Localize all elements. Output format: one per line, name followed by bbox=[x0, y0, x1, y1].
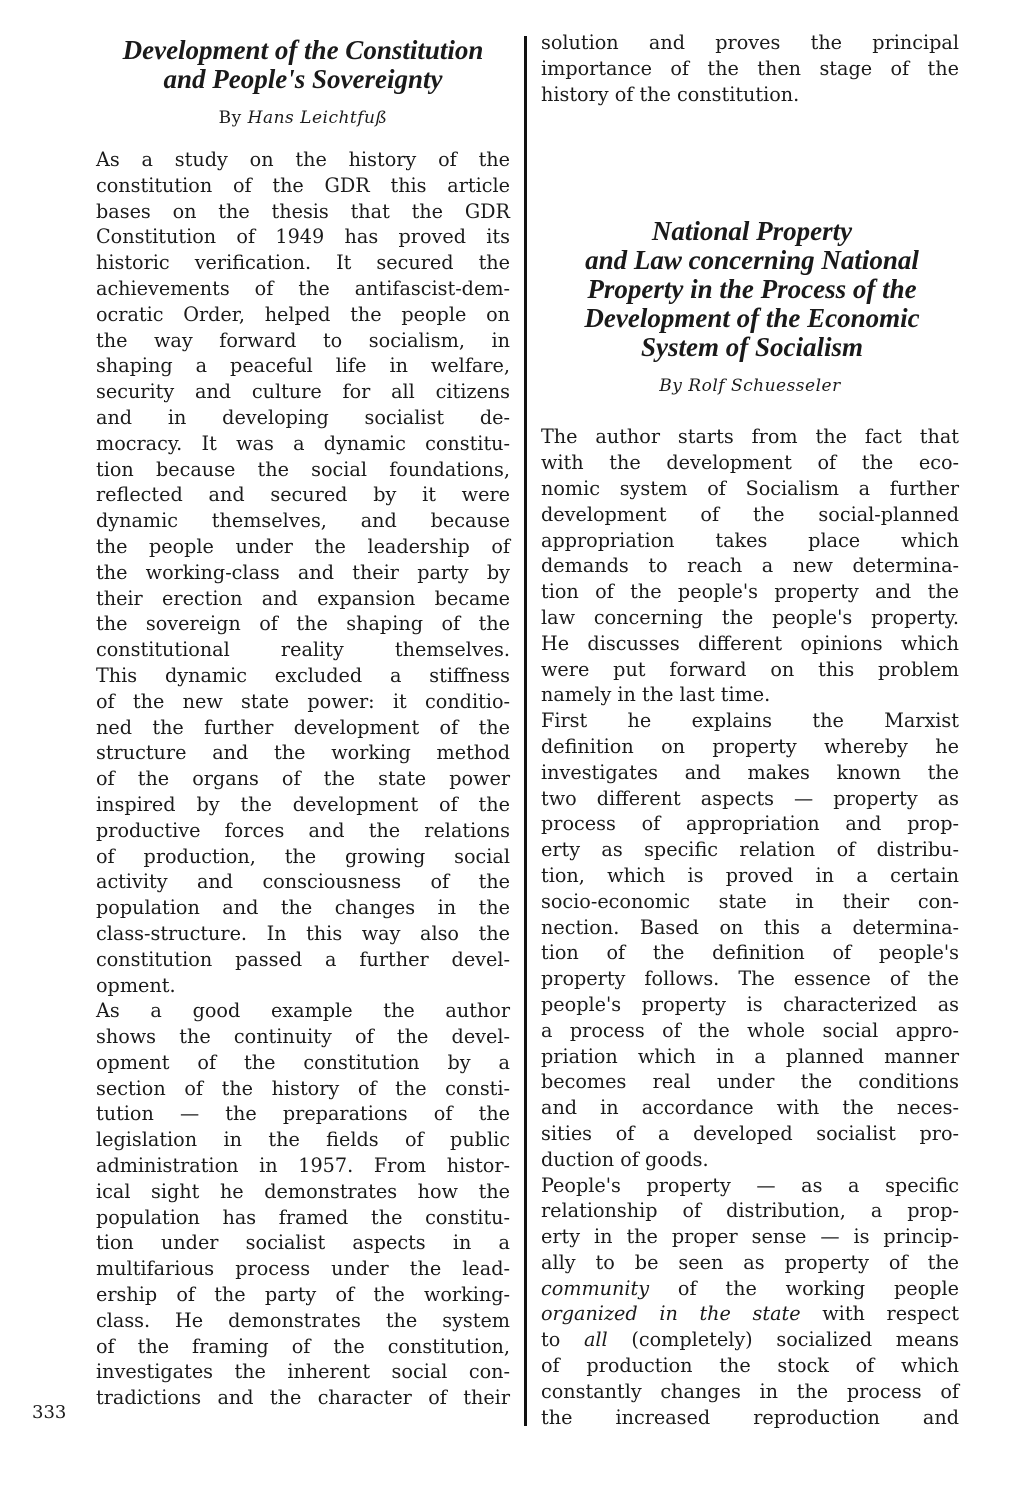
body-line: administration in 1957. From histor- bbox=[96, 1154, 510, 1178]
body-line: tion because the social foundations, bbox=[96, 457, 510, 481]
body-line: legislation in the fields of public bbox=[96, 1128, 510, 1152]
article2-title-line: National Property bbox=[651, 216, 853, 247]
body-line: activity and consciousness of the bbox=[96, 870, 510, 894]
body-line: security and culture for all citizens bbox=[96, 380, 510, 404]
body-line: The author starts from the fact that bbox=[541, 425, 959, 449]
body-line: solution and proves the principal bbox=[541, 31, 959, 54]
body-line: ership of the party of the working- bbox=[96, 1283, 510, 1307]
paragraph bbox=[96, 998, 510, 1411]
body-line: class. He demonstrates the system bbox=[96, 1308, 510, 1332]
body-line: constitutional reality themselves. bbox=[96, 638, 510, 662]
body-line: namely in the last time. bbox=[541, 683, 771, 707]
text: to bbox=[541, 1328, 584, 1352]
body-line: bases on the thesis that the GDR bbox=[96, 199, 510, 223]
page-number: 333 bbox=[32, 1402, 67, 1423]
body-line: shows the continuity of the devel- bbox=[96, 1025, 510, 1049]
body-line bbox=[541, 1327, 959, 1353]
byline-prefix: By bbox=[659, 376, 683, 397]
body-line: history of the constitution. bbox=[541, 82, 800, 106]
body-line: their erection and expansion became bbox=[96, 586, 510, 610]
article2-title-line: System of Socialism bbox=[641, 332, 863, 363]
article2-author: Rolf Schuesseler bbox=[688, 376, 841, 397]
article1-continuation bbox=[541, 30, 959, 107]
body-line: constitution of the GDR this article bbox=[96, 173, 510, 197]
body-line: constantly changes in the process of bbox=[541, 1379, 959, 1403]
paragraph bbox=[541, 1173, 959, 1276]
body-line: the working-class and their party by bbox=[96, 560, 510, 584]
paragraph bbox=[541, 424, 959, 708]
body-line bbox=[541, 1276, 959, 1302]
body-line: Constitution of 1949 has proved its bbox=[96, 225, 510, 249]
body-line: ned the further development of the bbox=[96, 715, 510, 739]
body-line: First he explains the Marxist bbox=[541, 709, 959, 733]
body-line: mocracy. It was a dynamic constitu- bbox=[96, 431, 510, 455]
body-line: reflected and secured by it were bbox=[96, 483, 510, 507]
body-line: This dynamic excluded a stiffness bbox=[96, 663, 510, 687]
body-line: people's property is characterized as bbox=[541, 992, 959, 1016]
body-line: opment. bbox=[96, 973, 176, 997]
body-line: section of the history of the consti- bbox=[96, 1076, 510, 1100]
text: with respect bbox=[800, 1302, 959, 1326]
body-line: investigates the inherent social con- bbox=[96, 1360, 510, 1384]
body-line: As a good example the author bbox=[96, 999, 510, 1023]
paragraph bbox=[541, 708, 959, 1172]
body-line: dynamic themselves, and because bbox=[96, 509, 510, 533]
body-line: opment of the constitution by a bbox=[96, 1050, 510, 1074]
body-line: development of the social-planned bbox=[541, 502, 959, 526]
column-divider bbox=[524, 36, 527, 1426]
body-line: He discusses different opinions which bbox=[541, 631, 959, 655]
body-line: tion, which is proved in a certain bbox=[541, 863, 959, 887]
body-line: two different aspects — property as bbox=[541, 786, 959, 810]
article2-byline bbox=[541, 376, 959, 396]
article2-title-line: and Law concerning National bbox=[585, 245, 919, 276]
body-line: ocratic Order, helped the people on bbox=[96, 302, 510, 326]
body-line: were put forward on this problem bbox=[541, 657, 959, 681]
body-line: population and the changes in the bbox=[96, 896, 510, 920]
body-line: constitution passed a further devel- bbox=[96, 947, 510, 971]
body-line: the people under the leadership of bbox=[96, 534, 510, 558]
body-line: nection. Based on this a determina- bbox=[541, 915, 959, 939]
left-column bbox=[96, 28, 510, 1411]
body-line: appropriation takes place which bbox=[541, 528, 959, 552]
body-line: definition on property whereby he bbox=[541, 734, 959, 758]
body-line: structure and the working method bbox=[96, 741, 510, 765]
body-line: of the organs of the state power bbox=[96, 767, 510, 791]
right-column bbox=[541, 30, 959, 1430]
body-line: socio-economic state in their con- bbox=[541, 889, 959, 913]
body-line: achievements of the antifascist-dem- bbox=[96, 276, 510, 300]
body-line: inspired by the development of the bbox=[96, 792, 510, 816]
body-line: relationship of distribution, a prop- bbox=[541, 1199, 959, 1223]
body-line: of production, the growing social bbox=[96, 844, 510, 868]
body-line: the sovereign of the shaping of the bbox=[96, 612, 510, 636]
body-line: of the framing of the constitution, bbox=[96, 1334, 510, 1358]
article2-title-line: Development of the Economic bbox=[584, 303, 920, 334]
paragraph bbox=[96, 147, 510, 998]
body-line: the way forward to socialism, in bbox=[96, 328, 510, 352]
body-line: productive forces and the relations bbox=[96, 818, 510, 842]
body-line: and in developing socialist de- bbox=[96, 405, 510, 429]
body-line: ally to be seen as property of the bbox=[541, 1250, 959, 1274]
body-line: tion of the people's property and the bbox=[541, 580, 959, 604]
body-line: property follows. The essence of the bbox=[541, 967, 959, 991]
emphasis: all bbox=[583, 1328, 608, 1352]
body-line: erty as specific relation of distribu- bbox=[541, 838, 959, 862]
article2-title-line: Property in the Process of the bbox=[587, 274, 917, 305]
body-line: population has framed the constitu- bbox=[96, 1205, 510, 1229]
body-line: a process of the whole social appro- bbox=[541, 1018, 959, 1042]
body-line: As a study on the history of the bbox=[96, 148, 510, 171]
body-line: of the new state power: it conditio- bbox=[96, 689, 510, 713]
body-line: sities of a developed socialist pro- bbox=[541, 1121, 959, 1145]
body-line: tution — the preparations of the bbox=[96, 1102, 510, 1126]
article1-title bbox=[96, 36, 510, 94]
body-line: tion under socialist aspects in a bbox=[96, 1231, 510, 1255]
article1-body bbox=[96, 147, 510, 1411]
body-line: nomic system of Socialism a further bbox=[541, 476, 959, 500]
body-line: process of appropriation and prop- bbox=[541, 812, 959, 836]
body-line: demands to reach a new determina- bbox=[541, 554, 959, 578]
article1-byline bbox=[96, 108, 510, 128]
body-line: importance of the then stage of the bbox=[541, 56, 959, 80]
body-line: and in accordance with the neces- bbox=[541, 1096, 959, 1120]
body-line: with the development of the eco- bbox=[541, 451, 959, 475]
body-line: becomes real under the conditions bbox=[541, 1070, 959, 1094]
article1-title-line: Development of the Constitution bbox=[122, 35, 484, 65]
text: of the working people bbox=[649, 1276, 959, 1300]
article1-author: Hans Leichtfuß bbox=[247, 108, 388, 128]
article2-title bbox=[545, 217, 959, 362]
body-line: the increased reproduction and bbox=[541, 1405, 959, 1429]
body-line bbox=[541, 1301, 959, 1327]
body-line: law concerning the people's property. bbox=[541, 605, 959, 629]
body-line: of production the stock of which bbox=[541, 1354, 959, 1378]
body-line: tion of the definition of people's bbox=[541, 941, 959, 965]
article2-body bbox=[541, 424, 959, 1275]
body-line: historic verification. It secured the bbox=[96, 251, 510, 275]
body-line: ical sight he demonstrates how the bbox=[96, 1179, 510, 1203]
body-line: erty in the proper sense — is princip- bbox=[541, 1225, 959, 1249]
article2-closing bbox=[541, 1353, 959, 1430]
emphasis: organized in the state bbox=[541, 1302, 801, 1326]
body-line: duction of goods. bbox=[541, 1147, 709, 1171]
body-line: multifarious process under the lead- bbox=[96, 1257, 510, 1281]
text: (completely) socialized means bbox=[607, 1328, 959, 1352]
body-line: People's property — as a specific bbox=[541, 1173, 959, 1197]
body-line: priation which in a planned manner bbox=[541, 1044, 959, 1068]
body-line: tradictions and the character of their bbox=[96, 1386, 510, 1410]
body-line: shaping a peaceful life in welfare, bbox=[96, 354, 510, 378]
body-line: class-structure. In this way also the bbox=[96, 921, 510, 945]
emphasis: community bbox=[541, 1276, 650, 1300]
body-line: investigates and makes known the bbox=[541, 760, 959, 784]
article1-title-line: and People's Sovereignty bbox=[163, 64, 443, 94]
byline-prefix: By bbox=[218, 108, 242, 128]
